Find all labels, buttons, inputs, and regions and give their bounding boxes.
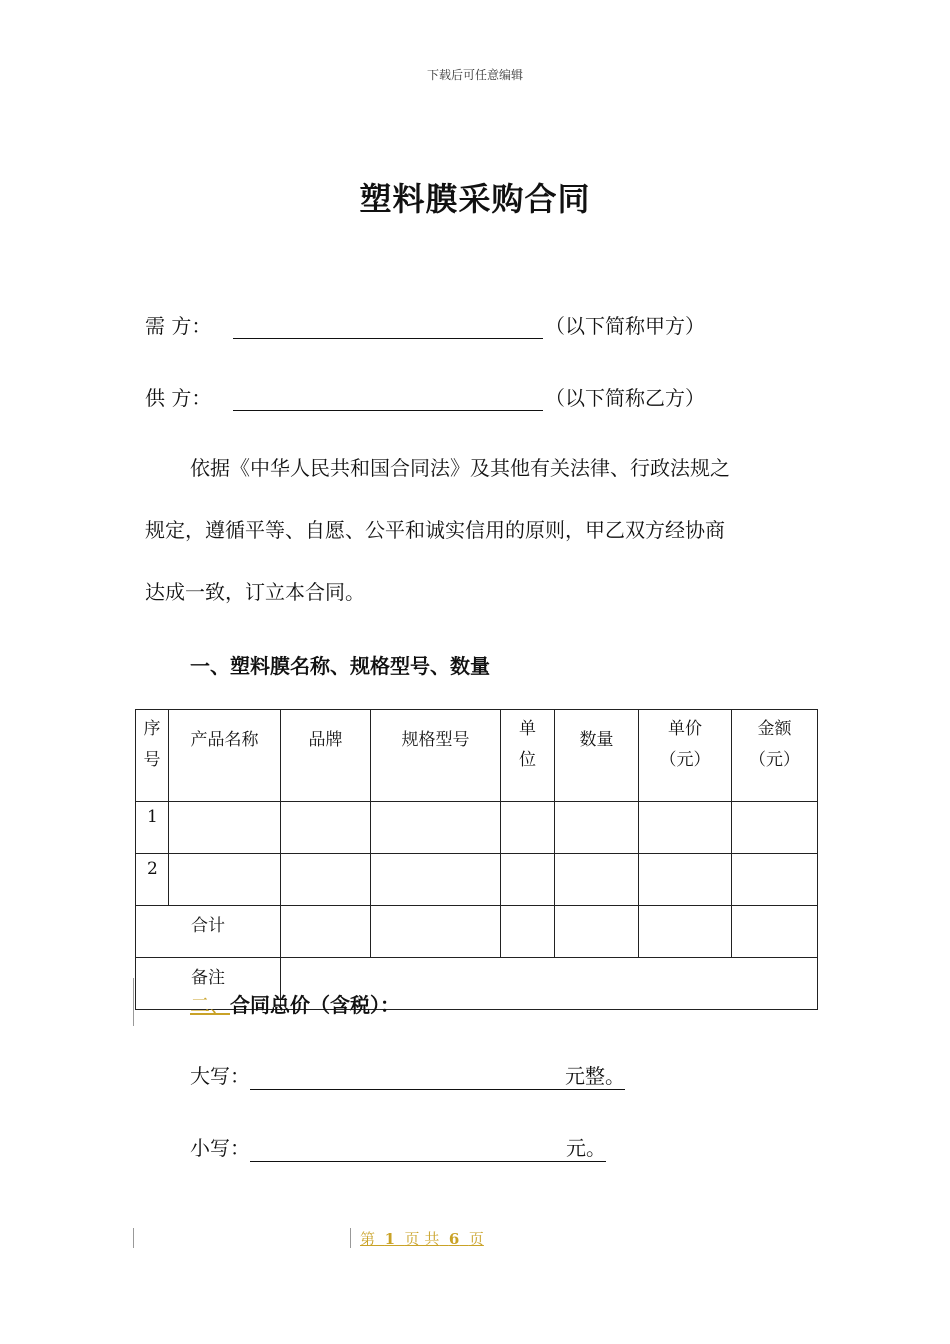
document-title: 塑料膜采购合同 bbox=[359, 180, 591, 218]
intro-line-2: 规定，遵循平等、自愿、公平和诚实信用的原则，甲乙双方经协商 bbox=[145, 518, 725, 542]
revision-bar bbox=[133, 978, 134, 1026]
amount-figures-row bbox=[190, 1132, 606, 1162]
amount-figures-blank bbox=[250, 1135, 606, 1162]
total-row bbox=[136, 906, 818, 958]
amount-words-label: 大写： bbox=[190, 1064, 250, 1088]
buyer-label: 需 方： bbox=[145, 314, 212, 338]
intro-line-3: 达成一致，订立本合同。 bbox=[145, 580, 365, 604]
row-number: 1 bbox=[136, 802, 169, 854]
section-1-title: 一、塑料膜名称、规格型号、数量 bbox=[190, 654, 490, 678]
current-page: 1 bbox=[384, 1230, 395, 1248]
amount-figures-suffix: 元。 bbox=[566, 1136, 606, 1160]
buyer-row bbox=[145, 310, 705, 339]
intro-line-1: 依据《中华人民共和国合同法》及其他有关法律、行政法规之 bbox=[190, 456, 730, 480]
header-product: 产品名称 bbox=[169, 710, 281, 802]
table-row bbox=[136, 802, 818, 854]
header-note: 下载后可任意编辑 bbox=[426, 68, 523, 82]
seller-row bbox=[145, 382, 705, 411]
header-unit: 单 位 bbox=[501, 710, 555, 802]
header-model: 规格型号 bbox=[371, 710, 501, 802]
header-amount: 金额 （元） bbox=[732, 710, 818, 802]
amount-figures-label: 小写： bbox=[190, 1136, 250, 1160]
buyer-suffix: （以下简称甲方） bbox=[545, 314, 705, 338]
total-pages: 6 bbox=[448, 1230, 460, 1248]
buyer-blank bbox=[233, 316, 543, 339]
amount-words-suffix: 元整。 bbox=[565, 1064, 625, 1088]
amount-words-blank bbox=[250, 1063, 625, 1090]
header-qty: 数量 bbox=[555, 710, 639, 802]
intro-paragraph bbox=[145, 437, 805, 623]
product-table bbox=[135, 709, 818, 1010]
header-price: 单价 （元） bbox=[639, 710, 732, 802]
header-seq: 序 号 bbox=[136, 710, 169, 802]
footer-bar-mid bbox=[350, 1228, 351, 1248]
section-2-title bbox=[178, 989, 400, 1018]
table-row bbox=[136, 854, 818, 906]
section-2-text: 合同总价（含税）： bbox=[230, 993, 400, 1017]
row-number: 2 bbox=[136, 854, 169, 906]
total-label: 合计 bbox=[136, 906, 281, 958]
seller-blank bbox=[233, 388, 543, 411]
remark-label: 备注 bbox=[136, 958, 281, 1010]
page-counter: 第 1 页 共 6 页 bbox=[360, 1230, 484, 1248]
seller-suffix: （以下简称乙方） bbox=[545, 386, 705, 410]
amount-words-row bbox=[190, 1060, 625, 1090]
footer-bar-left bbox=[133, 1228, 134, 1248]
table-header-row bbox=[136, 710, 818, 802]
section-2-number: 二、 bbox=[190, 993, 230, 1017]
header-brand: 品牌 bbox=[281, 710, 371, 802]
seller-label: 供 方： bbox=[145, 386, 212, 410]
